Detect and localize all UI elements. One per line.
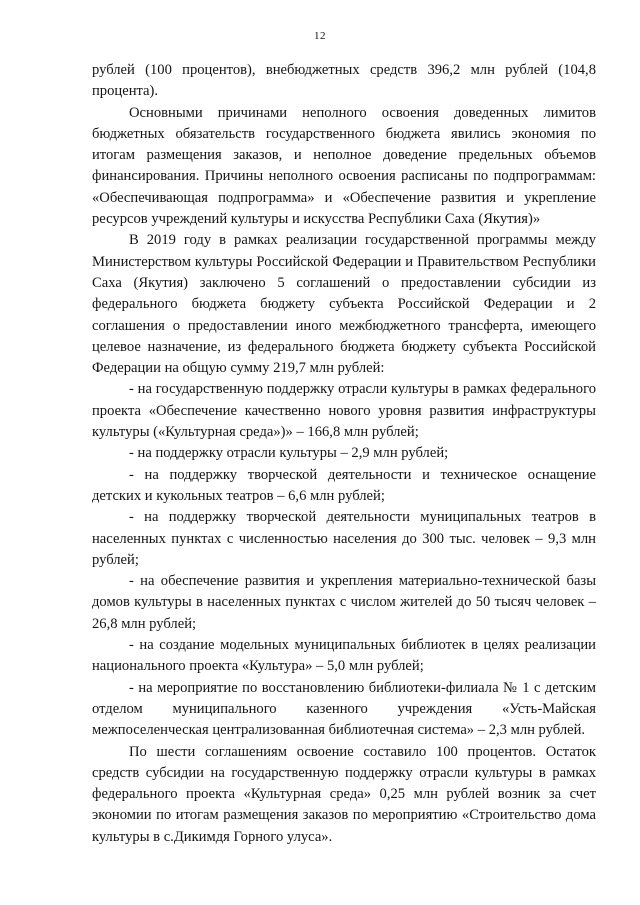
list-item-puppet-theatres: - на поддержку творческой деятельности и техническое оснащение детских и кукольных театров – 6,6 млн рублей; <box>92 466 596 504</box>
body-text <box>92 60 596 848</box>
paragraph-reasons: Основными причинами неполного освоения доведенных лимитов бюджетных обязательств государственного бюджета явились экономия по итогам размещения заказов, и неполное доведение предельных объемов финансирования. Причины неполного освоения расписаны по подпрограммам: «Обеспечивающая подпрограмма» и «Обеспечение развития и укрепление ресурсов учреждений культуры и искусства Республики Саха (Якутия)» <box>92 104 596 228</box>
list-item-culture-houses: - на обеспечение развития и укрепления материально-технической базы домов культуры в населенных пунктах с числом жителей до 50 тысяч человек – 26,8 млн рублей; <box>92 573 596 632</box>
list-item-library-restoration: - на мероприятие по восстановлению библиотеки-филиала № 1 с детским отделом муниципального казенного учреждения «Усть-Майская межпоселенческая централизованная библиотечная система» – 2,3 млн рублей. <box>92 679 596 739</box>
paragraph-continuation: рублей (100 процентов), внебюджетных средств 396,2 млн рублей (104,8 процента). <box>92 62 596 100</box>
list-item-model-libraries: - на создание модельных муниципальных библиотек в целях реализации национального проекта «Культура» – 5,0 млн рублей; <box>92 637 596 675</box>
list-item-culture-environment: - на государственную поддержку отрасли культуры в рамках федерального проекта «Обеспечение качественно нового уровня развития инфраструктуры культуры («Культурная среда»)» – 166,8 млн рублей; <box>92 381 596 441</box>
list-item-culture-support: - на поддержку отрасли культуры – 2,9 млн рублей; <box>129 445 449 462</box>
paragraph-agreements: В 2019 году в рамках реализации государственной программы между Министерством культуры Российской Федерации и Правительством Республики Саха (Якутия) заключено 5 соглашений о предоставлении субсидии из федерального бюджета бюджету субъекта Российской Федерации и 2 соглашения о предоставлении иного межбюджетного трансферта, имеющего целевое назначение, из федерального бюджета бюджету субъекта Российской Федерации на общую сумму 219,7 млн рублей: <box>92 232 596 377</box>
list-item-municipal-theatres: - на поддержку творческой деятельности муниципальных театров в населенных пунктах с численностью населения до 300 тыс. человек – 9,3 млн рублей; <box>92 509 596 568</box>
paragraph-remainder: По шести соглашениям освоение составило 100 процентов. Остаток средств субсидии на государственную поддержку отрасли культуры в рамках федерального проекта «Культурная среда» 0,25 млн рублей возник за счет экономии по итогам размещения заказов по мероприятию «Строительство дома культуры в с.Дикимдя Горного улуса». <box>92 743 596 845</box>
page-number: 12 <box>314 30 326 42</box>
